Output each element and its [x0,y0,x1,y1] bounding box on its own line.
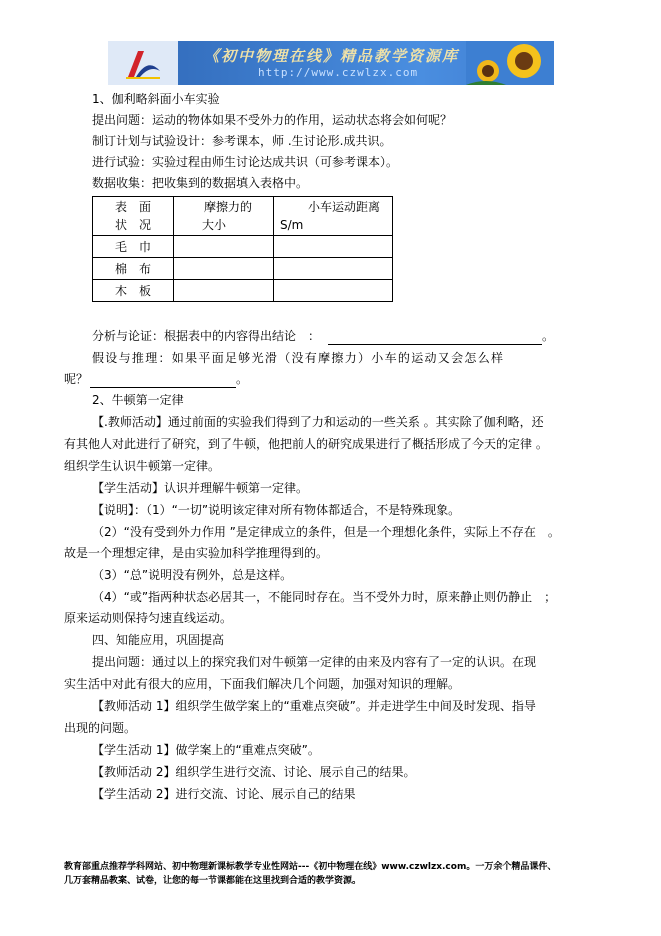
analysis-blank[interactable] [328,331,542,345]
s1-plan: 制订计划与试验设计：参考课本，师 .生讨论形.成共识。 [92,134,392,148]
table-cell-distance [274,258,393,280]
table-header-row [93,197,393,236]
s1-analysis: 分析与论证：根据表中的内容得出结论 ： 。 [92,329,555,343]
s4-question-1: 提出问题：通过以上的探究我们对牛顿第一定律的由来及内容有了一定的认识。在现 [92,655,537,669]
page-footer [64,860,604,888]
table-row [93,258,393,280]
data-table [92,196,393,302]
s2-explain-2a: （2）“没有受到外力作用 ”是定律成立的条件，但是一个理想化条件，实际上不存在 。 [92,525,560,539]
table-header-distance: 小车运动距离 S/m [274,197,393,236]
s2-teacher-2: 有其他人对此进行了研究，到了牛顿，他把前人的研究成果进行了概括形成了今天的定律 。 [64,437,548,451]
s1-data-collection: 数据收集：把收集到的数据填入表格中。 [92,176,309,190]
sunflower-icon [466,41,554,85]
s4-teacher-1a: 【教师活动 1】组织学生做学案上的“重难点突破”。并走进学生中间及时发现、指导 [92,699,536,713]
table-cell-surface: 棉 布 [93,258,174,280]
header-banner [108,41,554,85]
banner-title: 《初中物理在线》精品教学资源库 [204,47,460,65]
footer-line-2: 几万套精品教案、试卷，让您的每一节课都能在这里找到合适的教学资源。 [64,876,362,886]
table-row [93,280,393,302]
table-cell-surface: 木 板 [93,280,174,302]
hypothesis-blank[interactable] [90,374,236,388]
s2-explain-4b: 原来运动则保持匀速直线运动。 [64,611,233,625]
banner-url: http://www.czwlzx.com [258,66,419,79]
table-cell-friction [174,258,274,280]
s2-teacher-3: 组织学生认识牛顿第一定律。 [64,459,221,473]
section4-heading: 四、知能应用，巩固提高 [92,633,225,647]
table-cell-surface: 毛 巾 [93,236,174,258]
table-header-friction: 摩擦力的 大小 [174,197,274,236]
logo [108,41,178,85]
s2-explain-1: 【说明】：（1）“一切”说明该定律对所有物体都适合，不是特殊现象。 [92,503,461,517]
logo-icon [122,47,162,81]
s1-question: 提出问题：运动的物体如果不受外力的作用，运动状态将会如何呢？ [92,113,453,127]
s1-experiment: 进行试验：实验过程由师生讨论达成共识（可参考课本）。 [92,155,399,169]
s4-student-1: 【学生活动 1】做学案上的“重难点突破”。 [92,743,320,757]
table-header-surface: 表 面 状 况 [93,197,174,236]
section2-heading: 2、牛顿第一定律 [92,393,184,407]
s4-teacher-2: 【教师活动 2】组织学生进行交流、讨论、展示自己的结果。 [92,765,416,779]
table-cell-friction [174,280,274,302]
s2-teacher-1: 【.教师活动】通过前面的实验我们得到了力和运动的一些关系 。其实除了伽利略，还 [92,415,544,429]
s2-student-1: 【学生活动】认识并理解牛顿第一定律。 [92,481,309,495]
s4-question-2: 实生活中对此有很大的应用，下面我们解决几个问题，加强对知识的理解。 [64,677,461,691]
s4-student-2: 【学生活动 2】进行交流、讨论、展示自己的结果 [92,787,356,801]
table-row [93,236,393,258]
s2-explain-2b: 故是一个理想定律，是由实验加科学推理得到的。 [64,546,329,560]
s2-explain-3: （3）“总”说明没有例外，总是这样。 [92,568,293,582]
footer-line-1: 教育部重点推荐学科网站、初中物理新课标教学专业性网站---《初中物理在线》www.czwlzx.com。一万余个精品课件、 [64,862,557,872]
s1-hypothesis-line2: 呢？ 。 [64,372,249,386]
table-cell-distance [274,236,393,258]
s4-teacher-1b: 出现的问题。 [64,721,137,735]
s2-explain-4a: （4）“或”指两种状态必居其一，不能同时存在。当不受外力时，原来静止则仍静止 ； [92,590,557,604]
table-cell-friction [174,236,274,258]
table-cell-distance [274,280,393,302]
section1-heading: 1、伽利略斜面小车实验 [92,92,220,106]
s1-hypothesis-line1: 假设与推理：如果平面足够光滑（没有摩擦力）小车的运动又会怎么样 [92,351,505,365]
